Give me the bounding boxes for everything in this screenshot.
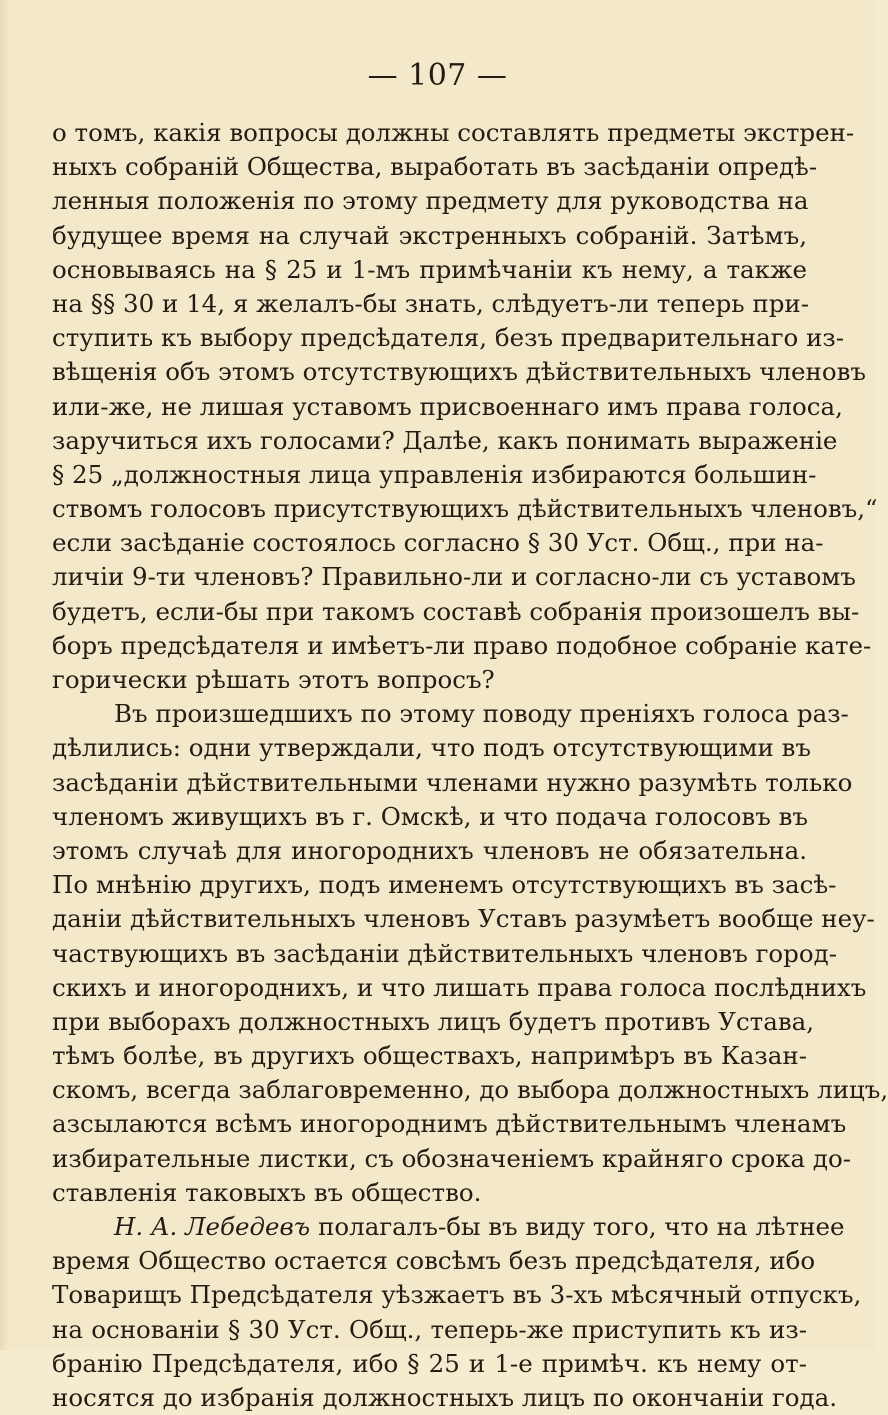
text-line: горически рѣшать этотъ вопросъ?	[52, 665, 495, 694]
text-line: Въ произшедшихъ по этому поводу преніяхъ голоса раз-	[114, 699, 849, 729]
text-line: при выборахъ должностныхъ лицъ будетъ противъ Устава,	[52, 1006, 815, 1036]
text-line: время Общество остается совсѣмъ безъ предсѣдателя, ибо	[52, 1246, 816, 1276]
page-left-edge	[0, 0, 10, 1350]
text-line: Товарищъ Предсѣдателя уѣзжаетъ въ 3-хъ мѣсячный отпускъ,	[52, 1280, 862, 1310]
text-line: этомъ случаѣ для иногороднихъ членовъ не обязательна.	[52, 835, 807, 865]
text-line: азсылаются всѣмъ иногороднимъ дѣйствительнымъ членамъ	[52, 1109, 847, 1139]
text-line: дѣлились: одни утверждали, что подъ отсутствующими въ	[52, 733, 811, 763]
text-line: будетъ, если-бы при такомъ составѣ собранія произошелъ вы-	[52, 596, 860, 626]
text-line: бранію Предсѣдателя, ибо § 25 и 1-е примѣч. къ нему от-	[52, 1348, 807, 1378]
text-line: или-же, не лишая уставомъ присвоеннаго имъ права голоса,	[52, 391, 843, 421]
text-line: будущее время на случай экстренныхъ собраній. Затѣмъ,	[52, 220, 807, 250]
text-line: тѣмъ болѣе, въ другихъ обществахъ, напримѣръ въ Казан-	[52, 1041, 807, 1071]
text-line: засѣданіи дѣйствительными членами нужно разумѣть только	[52, 767, 853, 797]
text-line: членомъ живущихъ въ г. Омскѣ, и что подача голосовъ въ	[52, 801, 808, 831]
text-line: ствомъ голосовъ присутствующихъ дѣйствительныхъ членовъ,“	[52, 494, 878, 524]
text-line: боръ предсѣдателя и имѣетъ-ли право подобное собраніе кате-	[52, 630, 872, 660]
text-line: частвующихъ въ засѣданіи дѣйствительныхъ членовъ город-	[52, 938, 837, 968]
text-line: ступить къ выбору предсѣдателя, безъ предварительнаго из-	[52, 323, 845, 353]
text-line: носятся до избранія должностныхъ лицъ по окончаніи года.	[52, 1382, 838, 1412]
text-line: личіи 9-ти членовъ? Правильно-ли и согласно-ли съ уставомъ	[52, 562, 856, 592]
text-line: о томъ, какія вопросы должны составлять предметы экстрен-	[52, 118, 855, 147]
line-text: полагалъ-бы въ виду того, что на лѣтнее	[318, 1212, 845, 1241]
text-line: По мнѣнію другихъ, подъ именемъ отсутствующихъ въ засѣ-	[52, 870, 837, 900]
text-line: вѣщенія объ этомъ отсутствующихъ дѣйствительныхъ членовъ	[52, 357, 866, 387]
text-line: скомъ, всегда заблаговременно, до выбора должностныхъ лицъ,	[52, 1075, 888, 1105]
text-line: основываясь на § 25 и 1-мъ примѣчаніи къ нему, а также	[52, 254, 807, 284]
text-line: ленныя положенія по этому предмету для руководства на	[52, 186, 809, 216]
body-text	[52, 116, 888, 1415]
text-line: заручиться ихъ голосами? Далѣе, какъ понимать выраженіе	[52, 425, 838, 455]
text-line: § 25 „должностныя лица управленія избираются большин-	[52, 459, 817, 489]
speaker-name: Н. А. Лебедевъ	[114, 1212, 311, 1241]
text-line	[52, 1210, 845, 1244]
text-line: если засѣданіе состоялось согласно § 30 Уст. Общ., при на-	[52, 528, 824, 558]
text-line: ныхъ собраній Общества, выработать въ засѣданіи опредѣ-	[52, 152, 818, 182]
text-line: ставленія таковыхъ въ общество.	[52, 1177, 482, 1207]
page-number: — 107 —	[367, 58, 508, 93]
text-line: скихъ и иногороднихъ, и что лишать права голоса послѣднихъ	[52, 972, 867, 1002]
text-line: избирательные листки, съ обозначеніемъ крайняго срока до-	[52, 1143, 852, 1173]
text-line: даніи дѣйствительныхъ членовъ Уставъ разумѣетъ вообще неу-	[52, 904, 875, 934]
text-line: на основаніи § 30 Уст. Общ., теперь-же приступить къ из-	[52, 1314, 807, 1344]
text-line: на §§ 30 и 14, я желалъ-бы знать, слѣдуетъ-ли теперь при-	[52, 288, 809, 318]
